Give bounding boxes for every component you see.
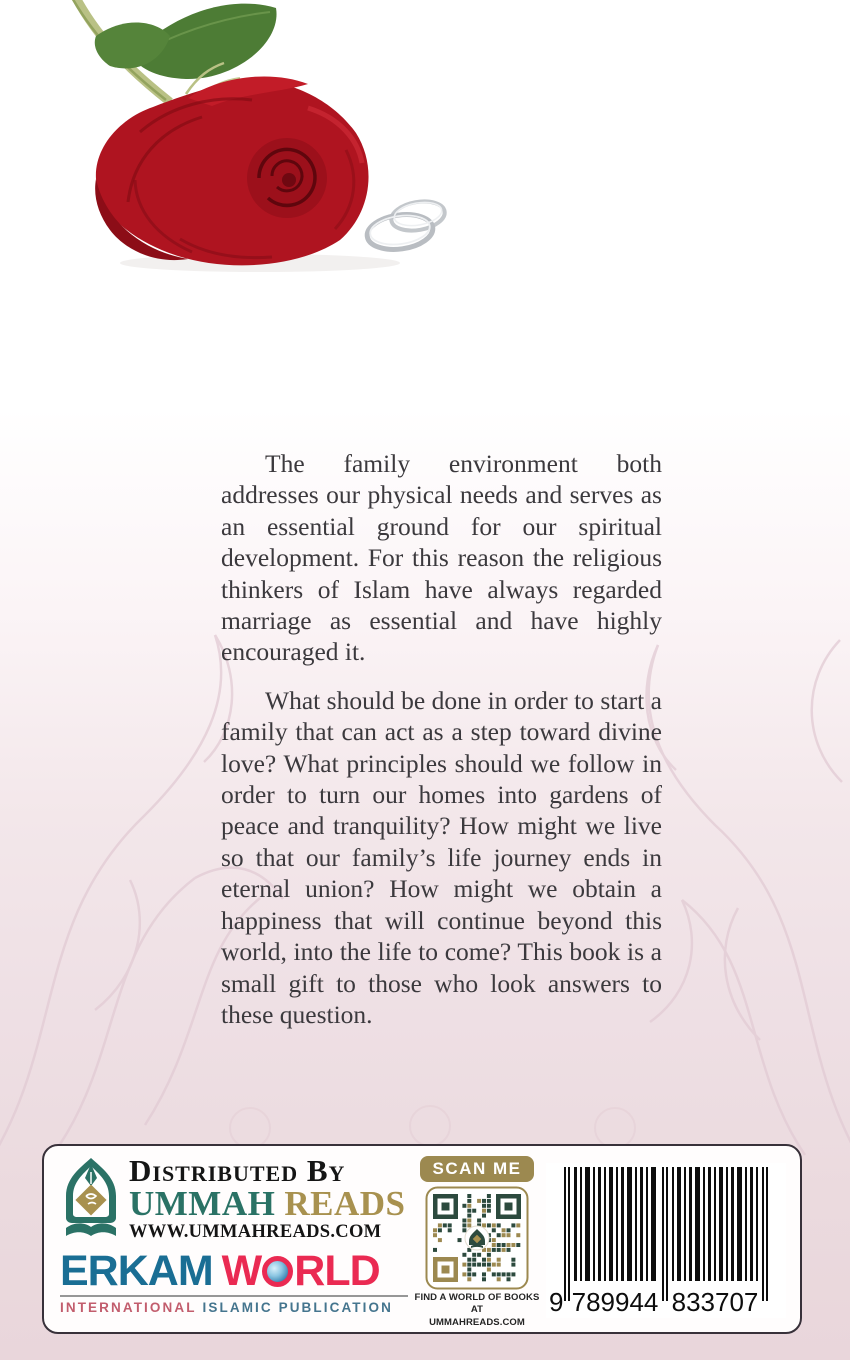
- open-book-icon: [66, 1223, 116, 1236]
- rose-bloom: [95, 76, 368, 265]
- wedding-rings: [365, 198, 447, 254]
- isbn-digits-group2: 833707: [671, 1286, 759, 1317]
- scan-me-badge: SCAN ME: [420, 1156, 535, 1182]
- ummah-reads-logo-icon: [60, 1156, 122, 1246]
- qr-finder-top-left: [433, 1194, 458, 1219]
- qr-finder-top-right: [496, 1194, 521, 1219]
- blurb-paragraph-2: What should be done in order to start a family that can act as a step toward divine love? What principles should we follow in order to turn our homes into gardens of peace and tranquility? How might we live so that our family’s life journey ends in eternal union? How might we obtain a happiness that will continue beyond this world, into the life to come? This book is a small gift to those who look answers to these question.: [221, 685, 662, 1029]
- barcode-block: [542, 1156, 790, 1324]
- rose-and-rings-photo: [40, 0, 460, 280]
- globe-icon: [262, 1256, 293, 1287]
- blurb-paragraph-1: The family environment both addresses our physical needs and serves as an essential ground for our spiritual development. For this reason the religious thinkers of Islam have always regarded marriage as essential and have highly encouraged it.: [221, 449, 662, 667]
- isbn-digits-group1: 789944: [571, 1286, 659, 1317]
- distributor-panel: [42, 1144, 802, 1334]
- publisher-block: [60, 1153, 412, 1324]
- erkam-divider: [60, 1295, 408, 1297]
- qr-finder-bottom-left: [433, 1257, 458, 1282]
- qr-center-logo: [465, 1226, 489, 1250]
- qr-code: [425, 1182, 529, 1290]
- qr-caption: FIND A WORLD OF BOOKS AT UMMAHREADS.COM: [414, 1292, 540, 1328]
- barcode: [542, 1163, 790, 1318]
- erkam-world-wordmark: ERKAM W RLD: [60, 1247, 380, 1295]
- distributed-by-label: Distributed By: [129, 1153, 346, 1188]
- qr-block: [412, 1156, 542, 1328]
- back-cover-blurb: [221, 448, 662, 1047]
- erkam-caption: INTERNATIONAL ISLAMIC PUBLICATION: [60, 1300, 393, 1315]
- ummah-reads-wordmark: UMMAH READS: [129, 1184, 406, 1223]
- ummah-reads-url: WWW.UMMAHREADS.COM: [129, 1222, 382, 1242]
- isbn-digit-prefix: 9: [549, 1286, 564, 1317]
